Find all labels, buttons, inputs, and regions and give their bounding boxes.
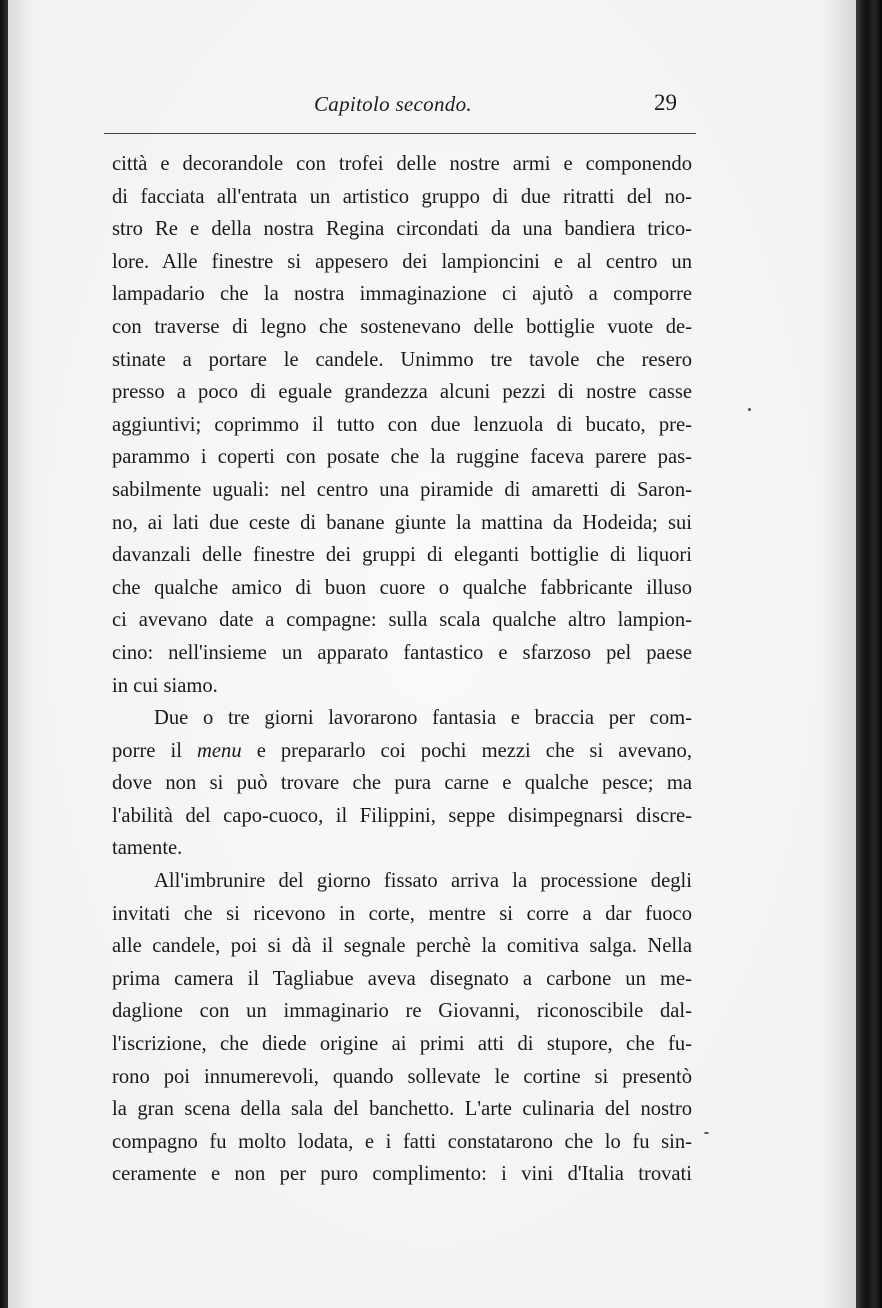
text-line: lore. Alle finestre si appesero dei lampioncini e al centro un <box>112 250 692 273</box>
text-line: rono poi innumerevoli, quando sollevate le cortine si presentò <box>112 1065 692 1088</box>
text-line: stinate a portare le candele. Unimmo tre tavole che resero <box>112 348 692 371</box>
text-line: parammo i coperti con posate che la ruggine faceva parere pas- <box>112 446 692 469</box>
text-line: compagno fu molto lodata, e i fatti constatarono che lo fu sin- <box>112 1130 692 1153</box>
text-line: in cui siamo. <box>112 674 218 697</box>
text-line: Due o tre giorni lavorarono fantasia e braccia per com- <box>154 707 692 730</box>
page-left-edge <box>0 0 8 1308</box>
text-line: ci avevano date a compagne: sulla scala qualche altro lampion- <box>112 609 692 632</box>
text-line: l'iscrizione, che diede origine ai primi atti di stupore, che fu- <box>112 1033 692 1056</box>
italic-word: menu <box>197 739 242 762</box>
page-number: 29 <box>654 90 677 115</box>
header-rule <box>104 133 696 134</box>
text-line: invitati che si ricevono in corte, mentre si corre a dar fuoco <box>112 902 692 925</box>
text-line: daglione con un immaginario re Giovanni, riconoscibile dal- <box>112 1000 692 1023</box>
text-line: di facciata all'entrata un artistico gruppo di due ritratti del no- <box>112 185 692 208</box>
text-line: All'imbrunire del giorno fissato arriva la processione degli <box>154 870 692 893</box>
text-fragment: porre il <box>112 739 182 762</box>
text-line: alle candele, poi si dà il segnale perchè la comitiva salga. Nella <box>112 935 692 958</box>
text-line: aggiuntivi; coprimmo il tutto con due lenzuola di bucato, pre- <box>112 413 692 436</box>
print-speck <box>704 1132 709 1134</box>
text-line: davanzali delle finestre dei gruppi di eleganti bottiglie di liquori <box>112 544 692 567</box>
page-sheet <box>8 0 856 1308</box>
text-line: città e decorandole con trofei delle nostre armi e componendo <box>112 153 692 175</box>
text-fragment: e prepararlo coi pochi mezzi che si avevano, <box>256 739 692 762</box>
text-line: cino: nell'insieme un apparato fantastico e sfarzoso pel paese <box>112 641 692 664</box>
text-line-with-italic <box>112 735 692 768</box>
text-line: presso a poco di eguale grandezza alcuni pezzi di nostre casse <box>112 381 692 404</box>
text-line: no, ai lati due ceste di banane giunte la mattina da Hodeida; sui <box>112 511 692 534</box>
text-line: l'abilità del capo-cuoco, il Filippini, seppe disimpegnarsi discre- <box>112 804 692 827</box>
chapter-running-head: Capitolo secondo. <box>314 92 472 116</box>
text-line: con traverse di legno che sostenevano delle bottiglie vuote de- <box>112 315 692 338</box>
body-text <box>112 148 692 1191</box>
book-spine-edge <box>856 0 882 1308</box>
text-line: tamente. <box>112 837 183 860</box>
text-line: lampadario che la nostra immaginazione ci ajutò a comporre <box>112 283 692 306</box>
text-line: ceramente e non per puro complimento: i vini d'Italia trovati <box>112 1163 692 1186</box>
print-speck <box>748 408 751 411</box>
text-line: la gran scena della sala del banchetto. L'arte culinaria del nostro <box>112 1098 692 1121</box>
text-line: sabilmente uguali: nel centro una piramide di amaretti di Saron- <box>112 478 692 501</box>
text-line: dove non si può trovare che pura carne e qualche pesce; ma <box>112 772 692 795</box>
text-line: che qualche amico di buon cuore o qualche fabbricante illuso <box>112 576 692 599</box>
text-line: stro Re e della nostra Regina circondati da una bandiera trico- <box>112 218 692 241</box>
text-line: prima camera il Tagliabue aveva disegnato a carbone un me- <box>112 967 692 990</box>
